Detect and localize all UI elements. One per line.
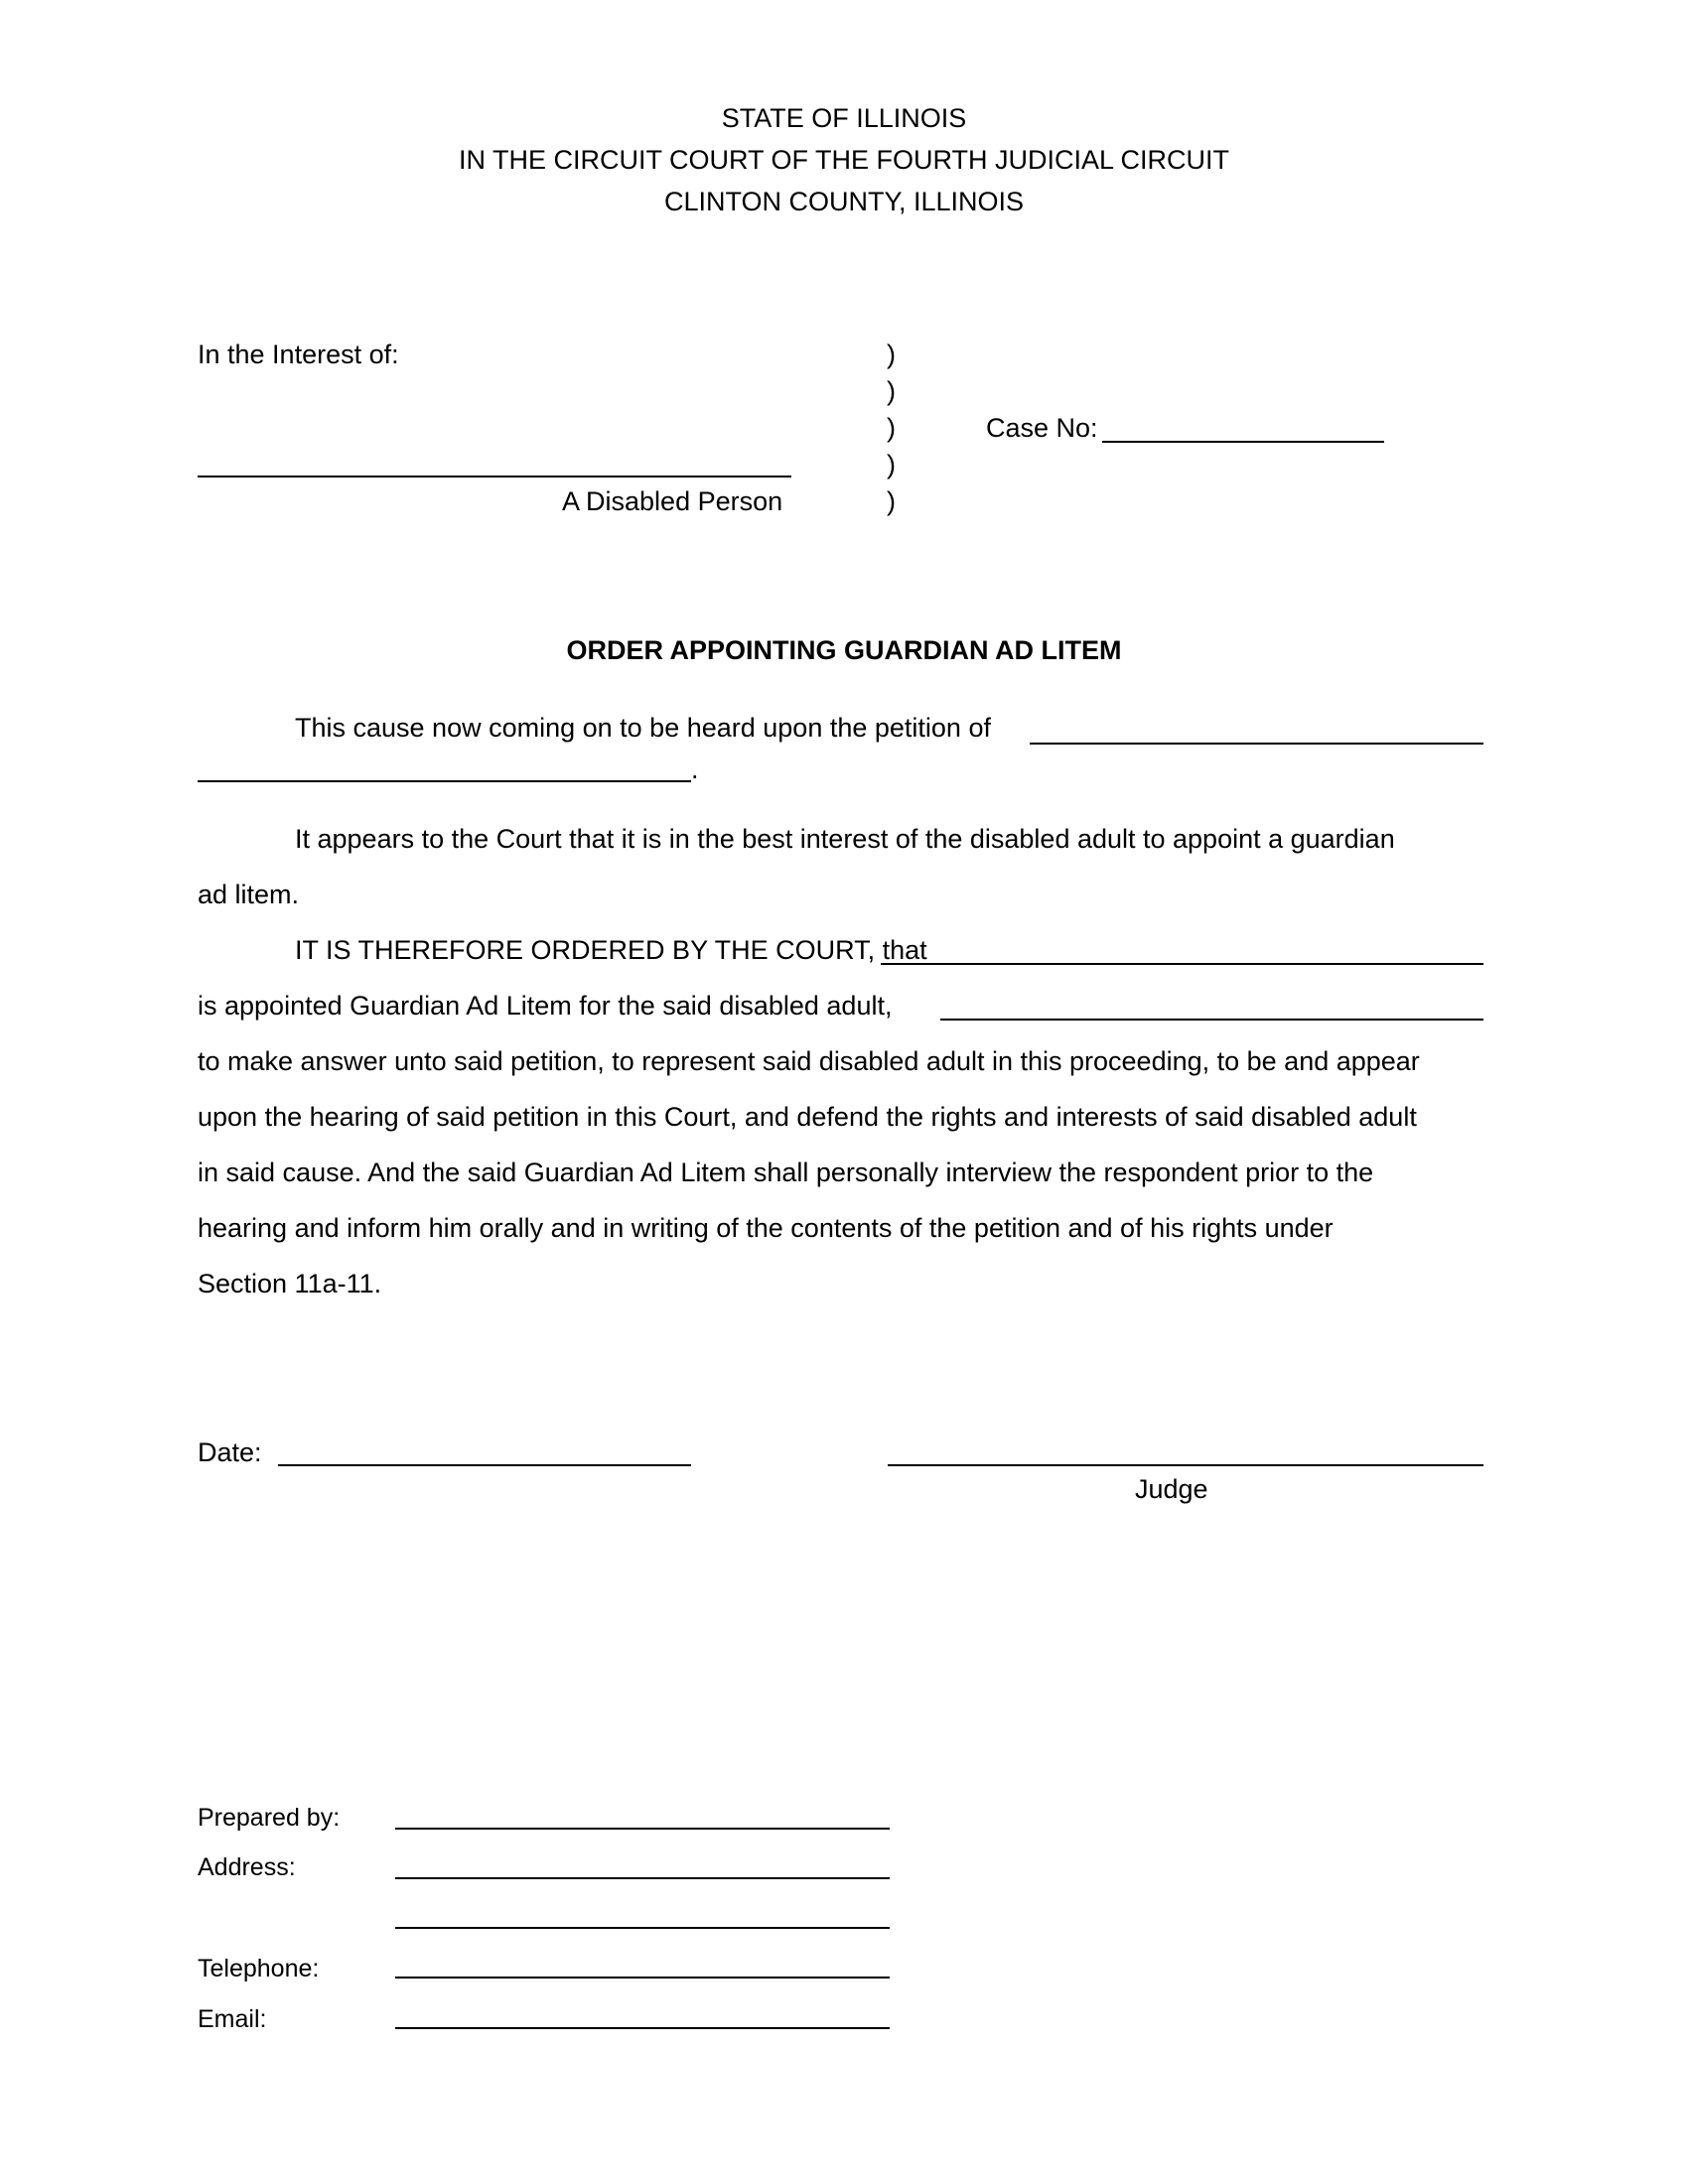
prepared-by-line[interactable] (395, 1828, 890, 1830)
date-line[interactable] (278, 1464, 691, 1466)
appointed-text: is appointed Guardian Ad Litem for the said disabled adult, (198, 991, 893, 1021)
petitioner-line-1[interactable] (1030, 743, 1483, 745)
order-text-line: in said cause. And the said Guardian Ad Litem shall personally interview the respondent prior to the (198, 1158, 1374, 1187)
caption-paren: ) (887, 340, 896, 369)
header-county: CLINTON COUNTY, ILLINOIS (663, 187, 1025, 216)
case-no-label: Case No: (986, 413, 1098, 443)
email-line[interactable] (395, 2027, 890, 2029)
address-line-2[interactable] (395, 1927, 890, 1929)
best-interest-text-cont: ad litem. (198, 880, 300, 909)
document-title: ORDER APPOINTING GUARDIAN AD LITEM (566, 635, 1122, 665)
header-court: IN THE CIRCUIT COURT OF THE FOURTH JUDICIAL CIRCUIT (458, 145, 1230, 175)
caption-paren: ) (887, 450, 896, 479)
caption-paren: ) (887, 486, 896, 516)
order-text-line: Section 11a-11. (198, 1269, 382, 1298)
address-line-1[interactable] (395, 1877, 890, 1879)
disabled-person-name-line[interactable] (198, 476, 791, 478)
email-label: Email: (198, 2005, 267, 2033)
judge-label: Judge (1135, 1474, 1208, 1504)
order-text-line: upon the hearing of said petition in this Court, and defend the rights and interests of said disabled adult (198, 1102, 1417, 1132)
date-label: Date: (198, 1437, 262, 1467)
caption-paren: ) (887, 413, 896, 443)
caption-paren: ) (887, 376, 896, 406)
ordered-text: IT IS THEREFORE ORDERED BY THE COURT, that (295, 935, 927, 965)
telephone-line[interactable] (395, 1977, 890, 1979)
interest-label: In the Interest of: (198, 340, 399, 369)
header-state: STATE OF ILLINOIS (721, 103, 967, 133)
telephone-label: Telephone: (198, 1955, 320, 1982)
disabled-person-label: A Disabled Person (562, 486, 783, 516)
address-label: Address: (198, 1853, 296, 1881)
disabled-adult-name-line[interactable] (940, 1019, 1483, 1021)
petition-period: . (691, 754, 699, 784)
judge-signature-line[interactable] (888, 1464, 1483, 1466)
petitioner-line-2[interactable] (198, 780, 691, 782)
petition-text: This cause now coming on to be heard upon the petition of (295, 713, 991, 743)
best-interest-text: It appears to the Court that it is in the best interest of the disabled adult to appoint a guardian (295, 824, 1395, 854)
guardian-name-line[interactable] (881, 963, 1483, 965)
case-no-line[interactable] (1102, 441, 1384, 443)
order-text-line: hearing and inform him orally and in writing of the contents of the petition and of his rights under (198, 1213, 1334, 1243)
order-text-line: to make answer unto said petition, to represent said disabled adult in this proceeding, to be and appear (198, 1046, 1420, 1076)
prepared-by-label: Prepared by: (198, 1804, 341, 1832)
